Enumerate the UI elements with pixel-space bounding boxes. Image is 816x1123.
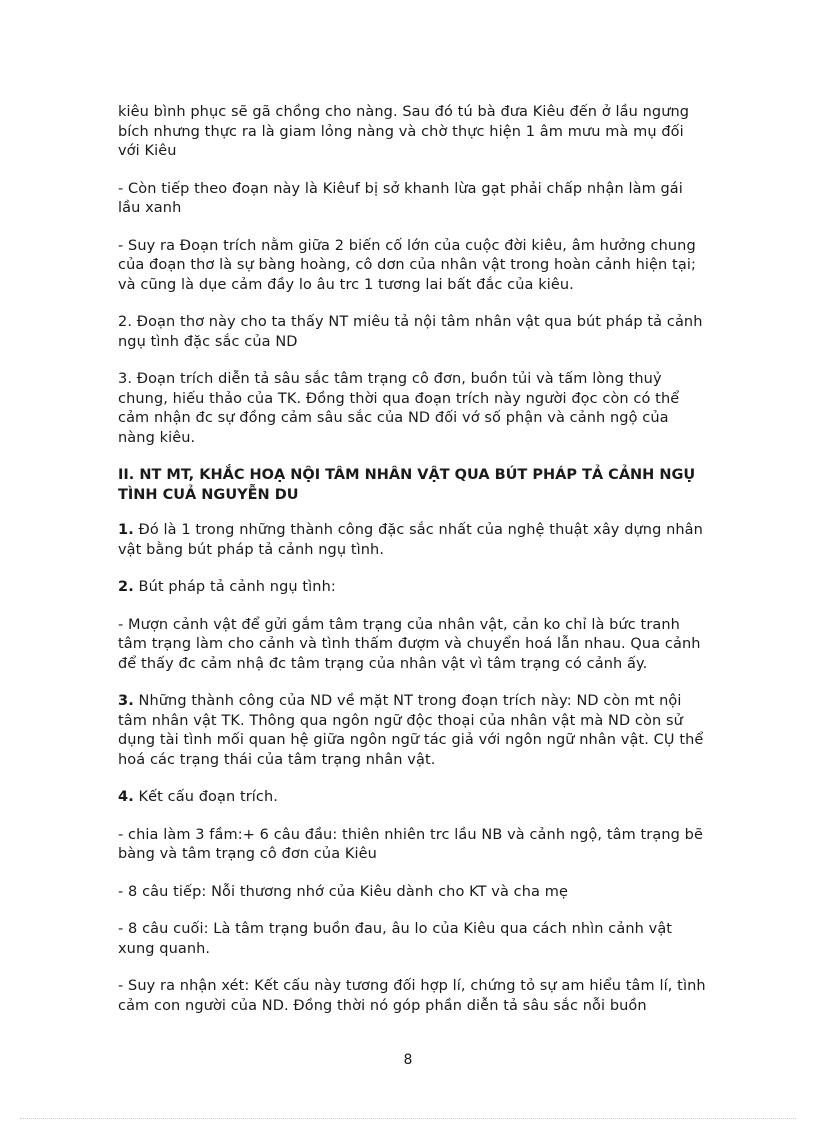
paragraph: kiêu bình phục sẽ gã chồng cho nàng. Sau đó tú bà đưa Kiêu đến ở lầu ngưng bích nhưng thực ra là giam lỏng nàng và chờ thực hiện 1 âm mưu mà mụ đối với Kiêu bbox=[118, 104, 690, 159]
paragraph: 3. Đoạn trích diễn tả sâu sắc tâm trạng cô đơn, buồn tủi và tấm lòng thuỷ chung, hiếu thảo của TK. Đồng thời qua đoạn trích này người đọc còn có thể cảm nhận đc sự đồng cảm sâu sắc của ND đối vớ số phận và cảnh ngộ của nàng kiêu. bbox=[118, 371, 680, 446]
page-bottom-divider bbox=[20, 1118, 796, 1119]
item-text: - 8 câu tiếp: Nỗi thương nhớ của Kiêu dành cho KT và cha mẹ bbox=[118, 883, 568, 900]
item-text: - 8 câu cuối: Là tâm trạng buồn đau, âu lo của Kiêu qua cách nhìn cảnh vật xung quanh. bbox=[118, 921, 673, 957]
list-item bbox=[118, 883, 708, 903]
list-item bbox=[118, 578, 708, 598]
item-number: 1. bbox=[118, 522, 134, 538]
item-text: Những thành công của ND về mặt NT trong đoạn trích này: ND còn mt nội tâm nhân vật TK. Thông qua ngôn ngữ độc thoại của nhân vật mà ND còn sử dụng tài tình mối quan hệ giữa ngôn ngữ tác giả với ngôn ngữ nhân vật. CỤ thể hoá các trạng thái của tâm trạng nhân vật. bbox=[118, 693, 704, 768]
item-number: 2. bbox=[118, 579, 134, 595]
section-heading: II. NT MT, KHẮC HOẠ NỘI TÂM NHÂN VẬT QUA BÚT PHÁP TẢ CẢNH NGỤ TÌNH CUẢ NGUYỄN DU bbox=[118, 467, 696, 503]
item-text: - chia làm 3 fầm:+ 6 câu đầu: thiên nhiên trc lầu NB và cảnh ngộ, tâm trạng bẽ bàng và tâm trạng cô đơn của Kiêu bbox=[118, 826, 703, 862]
list-item bbox=[118, 826, 708, 865]
paragraph: - Còn tiếp theo đoạn này là Kiêuf bị sở khanh lừa gạt phải chấp nhận làm gái lầu xanh bbox=[118, 180, 683, 216]
item-number: 4. bbox=[118, 789, 134, 805]
list-item bbox=[118, 692, 708, 770]
document-page bbox=[118, 103, 708, 1034]
item-text: Kết cấu đoạn trích. bbox=[133, 789, 279, 805]
page-number: 8 bbox=[403, 1052, 413, 1068]
item-number: 3. bbox=[118, 693, 134, 709]
item-text: Bút pháp tả cảnh ngụ tình: bbox=[133, 579, 336, 595]
list-item bbox=[118, 521, 708, 560]
list-item bbox=[118, 616, 708, 675]
item-text: - Mượn cảnh vật để gửi gắm tâm trạng của nhân vật, cản ko chỉ là bức tranh tâm trạng làm cho cảnh và tình thấm đượm và chuyển hoá lẫn nhau. Qua cảnh để thấy đc cảm nhậ đc tâm trạng của nhân vật vì tâm trạng có cảnh ấy. bbox=[118, 616, 701, 672]
list-item bbox=[118, 788, 708, 808]
paragraph: 2. Đoạn thơ này cho ta thấy NT miêu tả nội tâm nhân vật qua bút pháp tả cảnh ngụ tình đặc sắc của ND bbox=[118, 314, 703, 350]
list-item bbox=[118, 920, 708, 959]
list-item bbox=[118, 977, 708, 1016]
item-text: - Suy ra nhận xét: Kết cấu này tương đối hợp lí, chứng tỏ sự am hiểu tâm lí, tình cảm con người của ND. Đồng thời nó góp phần diễn tả sâu sắc nỗi buồn bbox=[118, 978, 706, 1014]
item-text: Đó là 1 trong những thành công đặc sắc nhất của nghệ thuật xây dựng nhân vật bằng bút pháp tả cảnh ngụ tình. bbox=[118, 522, 703, 558]
paragraph: - Suy ra Đoạn trích nằm giữa 2 biến cố lớn của cuộc đời kiêu, âm hưởng chung của đoạn thơ là sự bàng hoàng, cô dơn của nhân vật trong hoàn cảnh hiện tại; và cũng là dụe cảm đầy lo âu trc 1 tương lai bất đắc của kiêu. bbox=[118, 237, 696, 293]
